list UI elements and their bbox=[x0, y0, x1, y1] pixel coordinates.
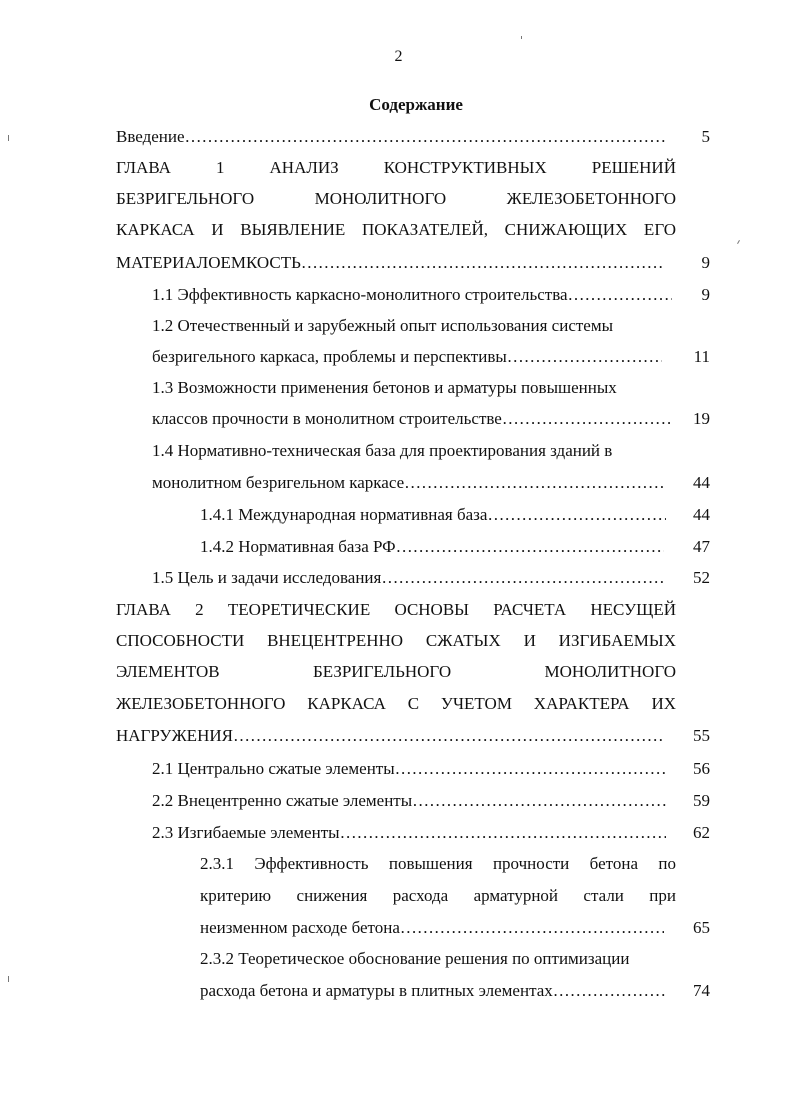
toc-entry-1-2-line1: 1.2 Отечественный и зарубежный опыт использования системы bbox=[152, 316, 614, 335]
toc-dot-leader bbox=[507, 344, 662, 370]
toc-entry-1-4-2 bbox=[200, 534, 664, 560]
toc-dot-leader bbox=[381, 565, 666, 591]
toc-entry-2-3-2-line1: 2.3.2 Теоретическое обоснование решения по оптимизации bbox=[200, 949, 630, 968]
toc-page-number: 9 bbox=[701, 253, 710, 272]
toc-dot-leader bbox=[395, 756, 666, 782]
toc-page-number: 47 bbox=[693, 537, 710, 556]
toc-page-number: 19 bbox=[693, 409, 710, 428]
toc-entry-text: 1.4.1 Международная нормативная база bbox=[200, 505, 488, 524]
toc-entry-text: монолитном безригельном каркасе bbox=[152, 473, 405, 492]
toc-dot-leader bbox=[568, 282, 672, 308]
toc-chapter2-last bbox=[116, 723, 664, 749]
toc-entry-1-2-last bbox=[152, 344, 662, 370]
toc-entry-text: 2.3 Изгибаемые элементы bbox=[152, 823, 340, 842]
toc-dot-leader bbox=[233, 723, 664, 749]
scan-speck bbox=[521, 36, 522, 39]
toc-entry-2-2 bbox=[152, 788, 666, 814]
scan-speck bbox=[8, 135, 9, 141]
toc-chapter2-line4: ЖЕЛЕЗОБЕТОННОГО КАРКАСА С УЧЕТОМ ХАРАКТЕРА ИХ bbox=[116, 694, 676, 713]
toc-entry-text: 1.4.2 Нормативная база РФ bbox=[200, 537, 396, 556]
toc-chapter2-line3: ЭЛЕМЕНТОВ БЕЗРИГЕЛЬНОГО МОНОЛИТНОГО bbox=[116, 662, 676, 681]
toc-page-number: 52 bbox=[693, 568, 710, 587]
toc-chapter1-last bbox=[116, 250, 664, 276]
page-number: 2 bbox=[394, 48, 403, 65]
toc-page-number: 59 bbox=[693, 791, 710, 810]
toc-entry-text: расхода бетона и арматуры в плитных элементах bbox=[200, 981, 553, 1000]
toc-entry-text: неизменном расходе бетона bbox=[200, 918, 400, 937]
toc-entry-text: Введение bbox=[116, 127, 185, 146]
toc-dot-leader bbox=[412, 788, 666, 814]
toc-entry-text: 1.5 Цель и задачи исследования bbox=[152, 568, 382, 587]
toc-page-number: 9 bbox=[701, 285, 710, 304]
scan-speck bbox=[737, 240, 740, 244]
toc-entry-introduction bbox=[116, 124, 668, 150]
toc-chapter1-line1: ГЛАВА 1 АНАЛИЗ КОНСТРУКТИВНЫХ РЕШЕНИЙ bbox=[116, 158, 676, 177]
toc-page-number: 56 bbox=[693, 759, 710, 778]
toc-page-number: 74 bbox=[693, 981, 710, 1000]
toc-dot-leader bbox=[400, 915, 664, 941]
toc-entry-2-3-2-last bbox=[200, 978, 666, 1004]
toc-entry-text: МАТЕРИАЛОЕМКОСТЬ bbox=[116, 253, 301, 272]
toc-dot-leader bbox=[396, 534, 664, 560]
toc-entry-2-3 bbox=[152, 820, 666, 846]
toc-dot-leader bbox=[301, 250, 664, 276]
toc-entry-2-3-1-line1: 2.3.1 Эффективность повышения прочности бетона по bbox=[200, 854, 676, 873]
toc-dot-leader bbox=[340, 820, 666, 846]
toc-chapter1-line3: КАРКАСА И ВЫЯВЛЕНИЕ ПОКАЗАТЕЛЕЙ, СНИЖАЮЩИХ ЕГО bbox=[116, 220, 676, 239]
toc-dot-leader bbox=[404, 470, 666, 496]
toc-entry-2-3-1-line2: критерию снижения расхода арматурной стали при bbox=[200, 886, 676, 905]
toc-entry-2-1 bbox=[152, 756, 666, 782]
toc-dot-leader bbox=[185, 124, 668, 150]
toc-page-number: 44 bbox=[693, 505, 710, 524]
toc-chapter2-line2: СПОСОБНОСТИ ВНЕЦЕНТРЕННО СЖАТЫХ И ИЗГИБАЕМЫХ bbox=[116, 631, 676, 650]
toc-page-number: 5 bbox=[701, 127, 710, 146]
toc-chapter1-line2: БЕЗРИГЕЛЬНОГО МОНОЛИТНОГО ЖЕЛЕЗОБЕТОННОГО bbox=[116, 189, 676, 208]
toc-entry-1-4-1 bbox=[200, 502, 666, 528]
toc-entry-2-3-1-last bbox=[200, 915, 664, 941]
toc-entry-text: НАГРУЖЕНИЯ bbox=[116, 726, 233, 745]
toc-page-number: 44 bbox=[693, 473, 710, 492]
toc-entry-text: 1.1 Эффективность каркасно-монолитного строительства bbox=[152, 285, 568, 304]
toc-entry-text: 2.2 Внецентренно сжатые элементы bbox=[152, 791, 413, 810]
toc-page-number: 62 bbox=[693, 823, 710, 842]
page-title: Содержание bbox=[369, 95, 463, 114]
toc-entry-text: 2.1 Центрально сжатые элементы bbox=[152, 759, 395, 778]
toc-chapter2-line1: ГЛАВА 2 ТЕОРЕТИЧЕСКИЕ ОСНОВЫ РАСЧЕТА НЕСУЩЕЙ bbox=[116, 600, 676, 619]
toc-entry-1-1 bbox=[152, 282, 672, 308]
toc-entry-1-3-line1: 1.3 Возможности применения бетонов и арматуры повышенных bbox=[152, 378, 617, 397]
toc-entry-1-5 bbox=[152, 565, 666, 591]
toc-page-number: 11 bbox=[693, 347, 710, 366]
toc-page-number: 65 bbox=[693, 918, 710, 937]
toc-entry-1-4-line1: 1.4 Нормативно-техническая база для проектирования зданий в bbox=[152, 441, 613, 460]
toc-entry-text: безригельного каркаса, проблемы и перспективы bbox=[152, 347, 507, 366]
toc-dot-leader bbox=[487, 502, 666, 528]
scan-speck bbox=[8, 976, 9, 982]
toc-dot-leader bbox=[502, 406, 670, 432]
toc-dot-leader bbox=[553, 978, 666, 1004]
toc-entry-text: классов прочности в монолитном строительстве bbox=[152, 409, 502, 428]
toc-entry-1-4-last bbox=[152, 470, 666, 496]
toc-entry-1-3-last bbox=[152, 406, 670, 432]
toc-page-number: 55 bbox=[693, 726, 710, 745]
